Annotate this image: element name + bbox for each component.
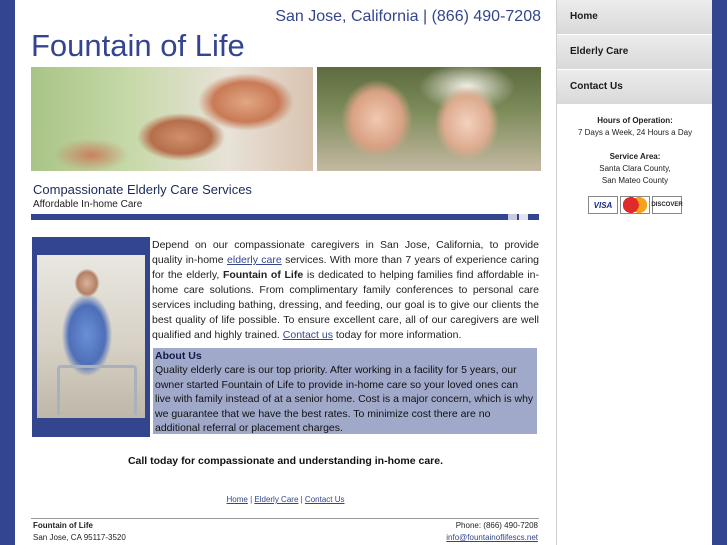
page-frame-left bbox=[0, 0, 15, 545]
hours-and-area bbox=[557, 115, 713, 187]
service-area-line-2: San Mateo County bbox=[601, 176, 669, 185]
payment-cards bbox=[557, 196, 713, 214]
hours-text: 7 Days a Week, 24 Hours a Day bbox=[577, 128, 693, 137]
footer-email-link[interactable]: info@fountainoflifescs.net bbox=[446, 533, 538, 542]
sidebar bbox=[556, 0, 713, 545]
hero-image-hands bbox=[31, 67, 313, 171]
elderly-care-link[interactable]: elderly care bbox=[227, 254, 282, 266]
about-us-box bbox=[153, 348, 537, 434]
intro-text-1: Depend on our compassionate caregivers in San Jose, California, to provide quality in-home bbox=[152, 239, 539, 266]
footer-link-contact-us[interactable]: Contact Us bbox=[304, 495, 345, 504]
sidebar-nav-home[interactable]: Home bbox=[557, 0, 713, 35]
footer-company-name: Fountain of Life bbox=[33, 521, 93, 530]
footer-divider bbox=[31, 518, 539, 519]
section-divider bbox=[31, 214, 539, 220]
intro-text-2: services. With more than 7 years of experience caring for the elderly, bbox=[152, 254, 539, 281]
divider-square bbox=[530, 214, 539, 220]
page-frame-right bbox=[712, 0, 727, 545]
divider-square bbox=[508, 214, 517, 220]
contact-us-link[interactable]: Contact us bbox=[282, 329, 333, 341]
service-area-line-1: Santa Clara County, bbox=[599, 164, 671, 173]
intro-text-3: is dedicated to helping families find affordable in-home care solutions. From complimentary family conferences to personal care services including bathing, dressing, and feeding, our goal is to give our clients the best quality of life possible. To ensure excellent care, all of our caregivers are well qualified and highly trained. bbox=[152, 269, 539, 341]
hero-image-elderly-couple bbox=[317, 67, 541, 171]
sidebar-nav-contact-us[interactable]: Contact Us bbox=[557, 70, 713, 105]
header-contact: San Jose, California | (866) 490-7208 bbox=[275, 8, 541, 25]
mastercard-icon bbox=[620, 196, 650, 214]
elderly-man-photo bbox=[37, 255, 145, 418]
divider-squares bbox=[486, 214, 539, 220]
page-heading: Compassionate Elderly Care Services bbox=[33, 182, 252, 197]
footer-address: San Jose, CA 95117-3520 bbox=[33, 533, 126, 542]
footer-company-info bbox=[33, 520, 126, 544]
service-area-title: Service Area: bbox=[609, 152, 661, 161]
intro-brand: Fountain of Life bbox=[222, 269, 304, 281]
divider-square bbox=[497, 214, 506, 220]
visa-card-icon: VISA bbox=[588, 196, 618, 214]
footer-separator: | bbox=[247, 495, 255, 504]
footer-link-elderly-care[interactable]: Elderly Care bbox=[254, 495, 299, 504]
about-us-title: About Us bbox=[155, 350, 202, 362]
footer-link-home[interactable]: Home bbox=[226, 495, 248, 504]
divider-square bbox=[519, 214, 528, 220]
intro-text-4: today for more information. bbox=[332, 329, 462, 341]
call-to-action: Call today for compassionate and understanding in-home care. bbox=[127, 455, 444, 467]
about-us-text: Quality elderly care is our top priority. After working in a facility for 5 years, our owner started Fountain of Life to provide in-home care so your loved ones can live with family instead of at a senior home. Cost is a major concern, which is why we guarantee that we have the best rates. To minimize cost there are no additional referral or placement charges. bbox=[155, 364, 534, 434]
elderly-man-photo-frame bbox=[32, 237, 150, 437]
divider-square bbox=[486, 214, 495, 220]
footer-contact-info bbox=[446, 520, 538, 544]
footer-separator: | bbox=[298, 495, 305, 504]
main-content bbox=[15, 0, 556, 545]
site-title[interactable]: Fountain of Life bbox=[31, 28, 245, 63]
footer-nav bbox=[15, 495, 556, 504]
walker-graphic bbox=[57, 365, 137, 415]
sidebar-nav-elderly-care[interactable]: Elderly Care bbox=[557, 35, 713, 70]
hours-title: Hours of Operation: bbox=[597, 116, 673, 125]
intro-paragraph bbox=[152, 238, 539, 343]
discover-card-icon: DISCOVER bbox=[652, 196, 682, 214]
footer-phone: Phone: (866) 490-7208 bbox=[455, 521, 538, 530]
page-subheading: Affordable In-home Care bbox=[33, 199, 143, 210]
